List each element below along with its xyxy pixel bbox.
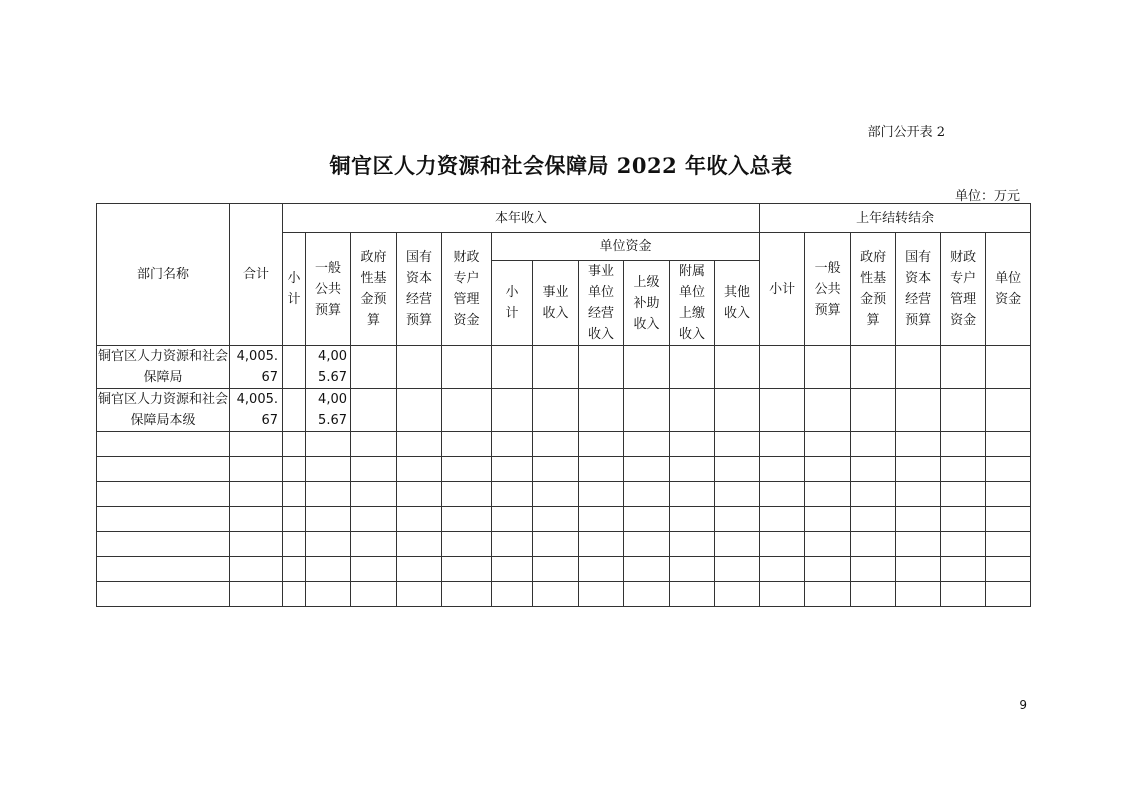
header-business-unit-income-cell <box>579 261 624 346</box>
header-prior-general-budget: 一般公共预算 <box>814 260 841 318</box>
income-table <box>96 203 1031 607</box>
header-affiliated-remit-cell <box>670 261 715 346</box>
header-gov-fund: 政府性基金预算 <box>360 250 387 328</box>
table-row <box>97 346 1031 389</box>
table-row <box>97 389 1031 432</box>
header-prior-gov-fund: 政府性基金预算 <box>860 250 887 328</box>
header-business-income: 事业收入 <box>542 285 569 321</box>
header-superior-subsidy: 上级补助收入 <box>633 274 660 332</box>
row-general-budget-cell <box>306 389 351 432</box>
row-total-cell <box>230 389 283 432</box>
row-dept-name: 铜官区人力资源和社会保障局 <box>97 346 230 389</box>
header-prior-unit-funds-cell <box>986 233 1031 346</box>
header-other-income-cell <box>715 261 760 346</box>
header-gov-fund-cell <box>351 233 397 346</box>
header-prior-fiscal-special-cell <box>941 233 986 346</box>
row-general-budget: 4,005.67 <box>318 349 347 385</box>
row-total: 4,005.67 <box>236 392 278 428</box>
empty-row <box>97 507 1031 532</box>
empty-row <box>97 457 1031 482</box>
header-prior-state-capital-cell <box>896 233 941 346</box>
row-general-budget: 4,005.67 <box>318 392 347 428</box>
empty-row <box>97 482 1031 507</box>
row-dept-name: 铜官区人力资源和社会保障局本级 <box>97 389 230 432</box>
header-dept-name: 部门名称 <box>97 204 230 346</box>
document-label: 部门公开表 2 <box>867 125 945 140</box>
empty-row <box>97 582 1031 607</box>
header-total: 合计 <box>230 204 283 346</box>
header-superior-subsidy-cell <box>624 261 670 346</box>
row-general-budget-cell <box>306 346 351 389</box>
header-prior-fiscal-special: 财政专户管理资金 <box>950 250 977 328</box>
empty-row <box>97 532 1031 557</box>
header-fiscal-special: 财政专户管理资金 <box>453 250 480 328</box>
header-state-capital-cell <box>397 233 442 346</box>
header-other-income: 其他收入 <box>724 285 751 321</box>
page-number: 9 <box>1019 698 1027 712</box>
header-prior-general-budget-cell <box>805 233 851 346</box>
header-general-budget: 一般公共预算 <box>314 260 341 318</box>
empty-row <box>97 432 1031 457</box>
header-affiliated-remit: 附属单位上缴收入 <box>678 264 705 342</box>
header-unit-subtotal-cell <box>492 261 533 346</box>
header-business-unit-income: 事业单位经营收入 <box>587 264 614 342</box>
header-prior-year: 上年结转结余 <box>760 204 1031 233</box>
header-prior-gov-fund-cell <box>851 233 896 346</box>
header-state-capital: 国有资本经营预算 <box>405 250 432 328</box>
empty-row <box>97 557 1031 582</box>
header-subtotal-cell <box>283 233 306 346</box>
header-prior-subtotal: 小计 <box>760 233 805 346</box>
header-business-income-cell <box>533 261 579 346</box>
unit-label: 单位：万元 <box>954 189 1020 204</box>
header-fiscal-special-cell <box>442 233 492 346</box>
header-prior-state-capital: 国有资本经营预算 <box>905 250 932 328</box>
header-unit-funds: 单位资金 <box>492 233 760 261</box>
header-current-year: 本年收入 <box>283 204 760 233</box>
page-title: 铜官区人力资源和社会保障局 2022 年收入总表 <box>329 153 793 178</box>
header-subtotal: 小计 <box>287 271 301 307</box>
header-general-budget-cell <box>306 233 351 346</box>
header-unit-subtotal: 小计 <box>505 285 519 321</box>
row-total: 4,005.67 <box>236 349 278 385</box>
row-total-cell <box>230 346 283 389</box>
header-prior-unit-funds: 单位资金 <box>995 271 1022 307</box>
